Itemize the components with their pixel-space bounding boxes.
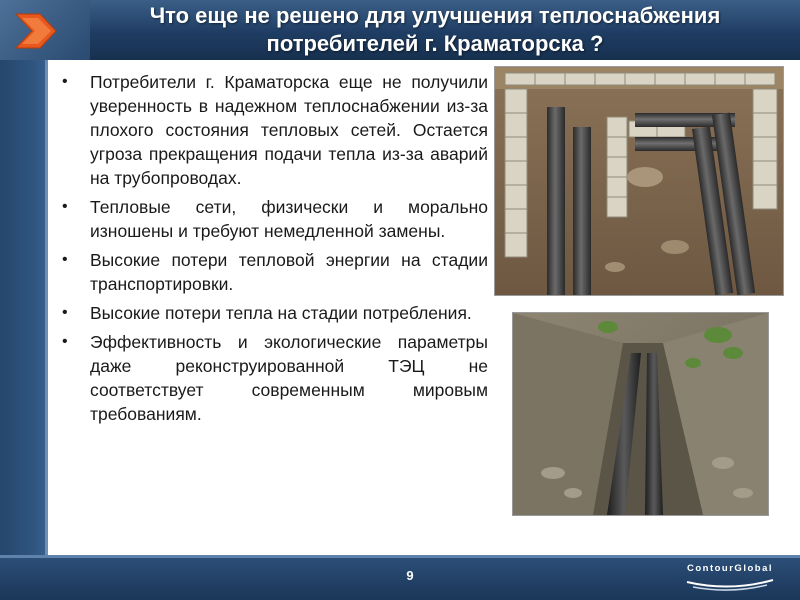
pipe-trench-illustration (495, 67, 783, 295)
bullet-dot-icon: • (62, 333, 68, 350)
slide-footer (0, 555, 800, 600)
pipe-ditch-photo (512, 312, 769, 516)
title-line-2: потребителей г. Краматорска ? (266, 31, 604, 56)
bullet-text: Высокие потери тепла на стадии потребления. (90, 303, 472, 323)
bullet-text: Высокие потери тепловой энергии на стадии транспортировки. (90, 250, 488, 294)
page-number: 9 (406, 568, 414, 583)
left-sidebar-bar (0, 60, 48, 555)
bullet-dot-icon: • (62, 198, 68, 215)
brand-logo (665, 563, 795, 595)
bullet-item (62, 301, 488, 325)
slide-header (0, 0, 800, 60)
bullet-item (62, 248, 488, 296)
bullet-text: Тепловые сети, физически и морально изношены и требуют немедленной замены. (90, 197, 488, 241)
bullet-dot-icon: • (62, 304, 68, 321)
bullet-list (62, 70, 488, 431)
bullet-item (62, 195, 488, 243)
title-line-1: Что еще не решено для улучшения теплоснабжения (149, 3, 721, 28)
page-title (70, 0, 800, 60)
chevron-arrow-icon (14, 12, 58, 50)
bullet-text: Эффективность и экологические параметры даже реконструированной ТЭЦ не соответствует современным мировым требованиям. (90, 332, 488, 424)
swoosh-icon (685, 576, 775, 592)
pipe-trench-photo (494, 66, 784, 296)
bullet-dot-icon: • (62, 251, 68, 268)
bullet-text: Потребители г. Краматорска еще не получили уверенность в надежном теплоснабжении из-за плохого состояния тепловых сетей. Остается угроза прекращения подачи тепла из-за аварий на трубопроводах. (90, 72, 488, 188)
bullet-dot-icon: • (62, 73, 68, 90)
bullet-item (62, 330, 488, 426)
brand-name: ContourGlobal (687, 563, 773, 574)
pipe-ditch-illustration (513, 313, 768, 515)
bullet-item (62, 70, 488, 190)
